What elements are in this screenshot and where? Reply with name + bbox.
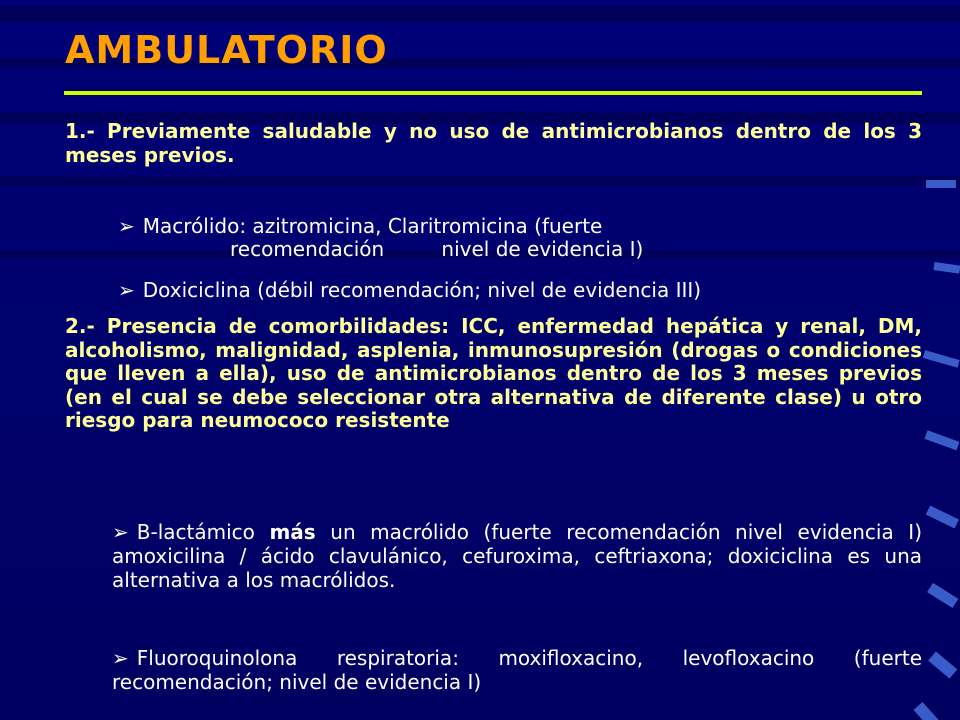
bullet-text-continuation: recomendación nivel de evidencia I)	[230, 237, 644, 261]
background-band	[0, 176, 960, 186]
decor-dash	[927, 583, 958, 608]
title-underline	[64, 91, 922, 95]
arrow-bullet-icon: ➢	[118, 214, 135, 238]
decor-dash	[928, 651, 957, 678]
section-1-heading: 1.- Previamente saludable y no uso de antimicrobianos dentro de los 3 meses previos.	[65, 119, 922, 167]
decor-dash	[924, 430, 959, 450]
decor-dash	[923, 350, 960, 368]
bullet-text: Fluoroquinolona respiratoria: moxifloxacino, levofloxacino (fuerte recomendación; nivel de evidencia I)	[112, 646, 922, 694]
section-2-heading: 2.- Presencia de comorbilidades: ICC, enfermedad hepática y renal, DM, alcoholismo, malignidad, asplenia, inmunosupresión (drogas o condiciones que lleven a ella), uso de antimicrobianos dentro de los 3 meses previos (en el cual se debe seleccionar otra alternativa de diferente clase) u otro riesgo para neumococo resistente	[65, 314, 922, 432]
bullet-text: un macrólido (fuerte recomendación nivel evidencia I) amoxicilina / ácido clavulánico, cefuroxima, ceftriaxona; doxiciclina es una alternativa a los macrólidos.	[112, 520, 922, 592]
decor-dash	[926, 506, 959, 529]
section-1-bullet-1	[118, 215, 908, 261]
section-1-bullet-2	[118, 279, 928, 302]
bullet-text: Doxiciclina (débil recomendación; nivel de evidencia III)	[142, 278, 702, 302]
slide-title: AMBULATORIO	[65, 28, 388, 72]
arrow-bullet-icon: ➢	[112, 646, 129, 670]
bullet-text: B-lactámico	[136, 520, 270, 544]
arrow-bullet-icon: ➢	[118, 278, 135, 302]
bullet-emphasis: más	[269, 520, 316, 544]
background-band	[0, 6, 960, 22]
arrow-bullet-icon: ➢	[112, 520, 129, 544]
decor-dash	[933, 262, 960, 274]
decor-dash	[914, 702, 943, 720]
section-2-bullet-1	[112, 520, 922, 592]
bullet-text: Macrólido: azitromicina, Claritromicina (fuerte	[142, 214, 603, 238]
section-2-bullet-2	[112, 646, 922, 694]
decor-dash	[926, 180, 956, 188]
